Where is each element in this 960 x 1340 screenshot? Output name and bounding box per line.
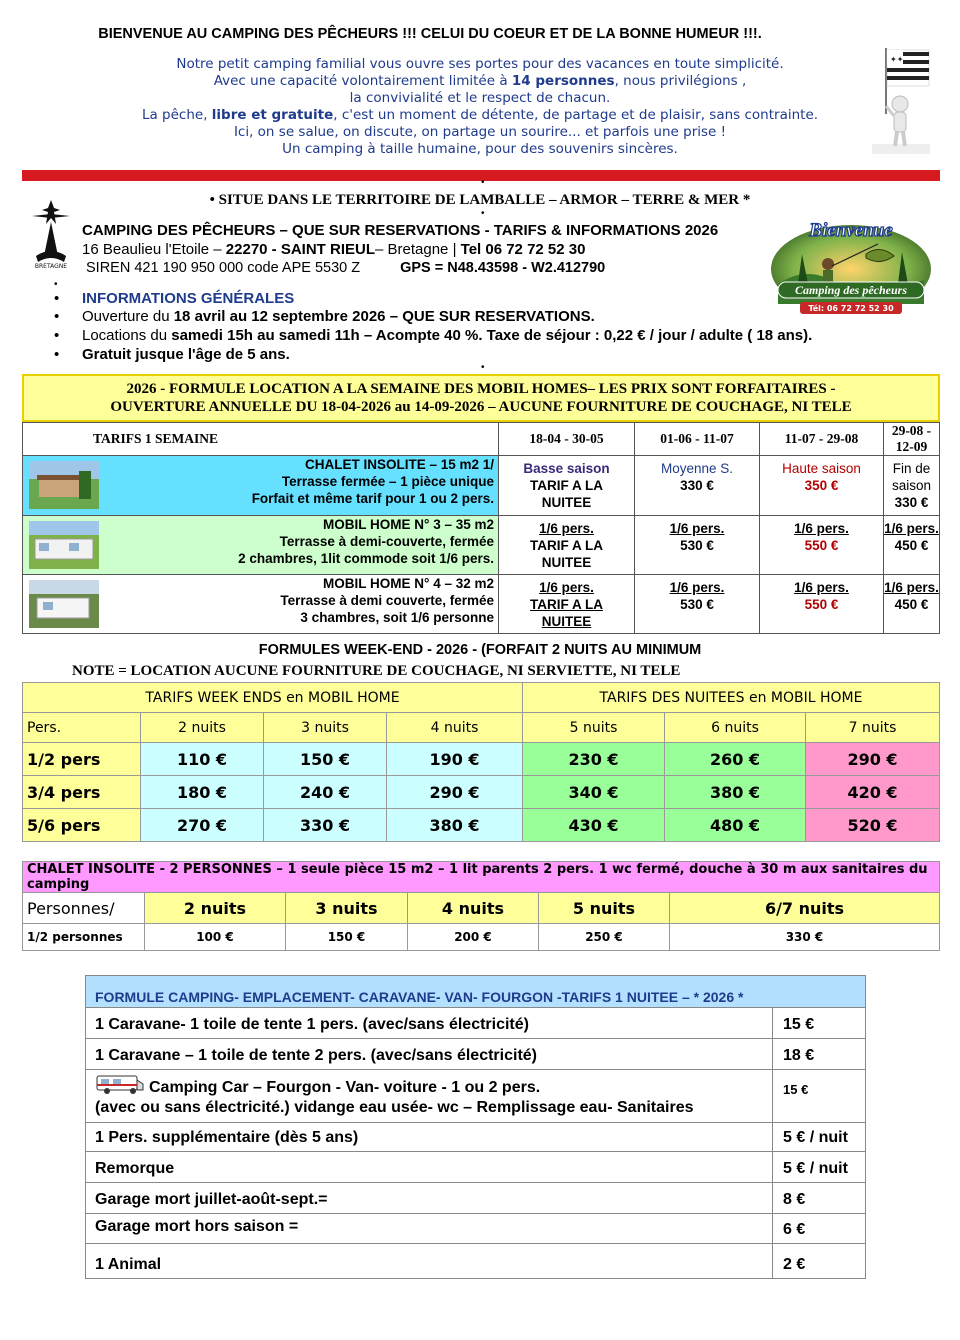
price-cell: 290 € (806, 743, 940, 776)
info-title: • INFORMATIONS GÉNÉRALES (54, 290, 295, 307)
price-cell: 330 € (670, 924, 940, 951)
camping-address: 16 Beaulieu l'Etoile – 22270 - SAINT RIEUL– Bretagne | Tel 06 72 72 52 30 (82, 241, 586, 258)
row-label: 5/6 pers (23, 809, 141, 842)
campervan-line: Camping Car – Fourgon - Van- voiture - 1 ou 2 pers. (95, 1072, 772, 1098)
price-cell: Basse saison TARIF A LA NUITEE (499, 456, 635, 516)
accommodation-cell: MOBIL HOME N° 4 – 32 m2 Terrasse à demi couverte, fermée 3 chambres, soit 1/6 personne (23, 575, 499, 634)
price-cell: 150 € (264, 743, 387, 776)
chalet-table (22, 861, 940, 951)
row-label: 1/2 personnes (23, 924, 145, 951)
camper-van-icon (95, 1072, 145, 1096)
col-6-7-nuits: 6/7 nuits (670, 893, 940, 924)
price-cell: 190 € (387, 743, 523, 776)
welcome-logo-top: Bienvenue (809, 220, 893, 241)
table-row (23, 776, 940, 809)
camping-title: CAMPING DES PÊCHEURS – QUE SUR RESERVATIONS - TARIFS & INFORMATIONS 2026 (82, 222, 719, 239)
welcome-camping-logo-icon (768, 214, 934, 318)
mobil-home-4-photo (29, 580, 99, 628)
intro-line: La pêche, libre et gratuite, c'est un moment de détente, de partage et de plaisir, sans contrainte. (141, 107, 819, 123)
accommodation-cell: MOBIL HOME N° 3 – 35 m2 Terrasse à demi-couverte, fermée 2 chambres, 1lit commode soit 1/6 pers. (23, 516, 499, 575)
intro-line: la convivialité et le respect de chacun. (349, 90, 611, 106)
item-label: Remorque (86, 1152, 773, 1183)
camping-banner: FORMULE CAMPING- EMPLACEMENT- CARAVANE- VAN- FOURGON -TARIFS 1 NUITEE – * 2026 * (86, 976, 866, 1008)
table-row (86, 1039, 866, 1070)
row-label: 3/4 pers (23, 776, 141, 809)
col-5-nuits: 5 nuits (523, 713, 665, 743)
item-price: 18 € (773, 1039, 866, 1070)
weekend-title: FORMULES WEEK-END - 2026 - (FORFAIT 2 NUITS AU MINIMUM (258, 642, 702, 658)
info-free: • Gratuit jusque l'âge de 5 ans. (54, 346, 290, 363)
col-5-nuits: 5 nuits (539, 893, 670, 924)
table-row (86, 1123, 866, 1152)
price-cell: 1/6 pers. 550 € (760, 575, 884, 634)
price-cell: 270 € (141, 809, 264, 842)
info-opening: • Ouverture du 18 avril au 12 septembre 2026 – QUE SUR RESERVATIONS. (54, 308, 595, 325)
table-row (23, 743, 940, 776)
item-label: 1 Caravane – 1 toile de tente 2 pers. (avec/sans électricité) (86, 1039, 773, 1070)
intro-text (100, 56, 860, 158)
header-period-1: 18-04 - 30-05 (499, 423, 635, 456)
chalet-photo (29, 461, 99, 509)
price-cell: 1/6 pers. TARIF A LA NUITEE (499, 516, 635, 575)
price-cell: 200 € (408, 924, 539, 951)
price-cell: 260 € (665, 743, 806, 776)
header-period-3: 11-07 - 29-08 (760, 423, 884, 456)
table-row (86, 1008, 866, 1039)
price-cell: 150 € (286, 924, 408, 951)
accommodation-cell: CHALET INSOLITE – 15 m2 1/ Terrasse fermée – 1 pièce unique Forfait et même tarif pour 1 ou 2 pers. (23, 456, 499, 516)
price-cell: 110 € (141, 743, 264, 776)
header-tarifs: TARIFS 1 SEMAINE (23, 423, 499, 456)
intro-line: Ici, on se salue, on discute, on partage un sourire... et parfois une prise ! (233, 124, 727, 140)
price-cell: 290 € (387, 776, 523, 809)
bullet-dot: • (481, 362, 485, 373)
page-headline: BIENVENUE AU CAMPING DES PÊCHEURS !!! CELUI DU COEUR ET DE LA BONNE HUMEUR !!!. (98, 26, 762, 42)
col-4-nuits: 4 nuits (408, 893, 539, 924)
item-label: 1 Pers. supplémentaire (dès 5 ans) (86, 1123, 773, 1152)
col-3-nuits: 3 nuits (286, 893, 408, 924)
col-2-nuits: 2 nuits (145, 893, 286, 924)
price-cell: 380 € (387, 809, 523, 842)
col-pers: Pers. (23, 713, 141, 743)
header-period-2: 01-06 - 11-07 (635, 423, 760, 456)
table-row (86, 1214, 866, 1244)
price-cell: 250 € (539, 924, 670, 951)
item-price: 5 € / nuit (773, 1123, 866, 1152)
welcome-logo-tel: Tél: 06 72 72 52 30 (808, 304, 894, 313)
price-cell: 230 € (523, 743, 665, 776)
ermine-logo-icon (24, 194, 78, 272)
price-cell: 1/6 pers. TARIF A LA NUITEE (499, 575, 635, 634)
price-cell: 100 € (145, 924, 286, 951)
item-label: 1 Caravane- 1 toile de tente 1 pers. (avec/sans électricité) (86, 1008, 773, 1039)
intro-line: Notre petit camping familial vous ouvre ses portes pour des vacances en toute simplicité. (176, 56, 784, 72)
weekend-table (22, 682, 940, 842)
item-price: 2 € (773, 1244, 866, 1279)
price-cell: 380 € (665, 776, 806, 809)
camping-siren: SIREN 421 190 950 000 code APE 5530 Z GPS = N48.43598 - W2.412790 (86, 260, 606, 276)
price-cell: 1/6 pers. 530 € (635, 516, 760, 575)
row-label: 1/2 pers (23, 743, 141, 776)
bullet-dot: • (54, 279, 58, 290)
price-cell: 1/6 pers. 450 € (884, 575, 940, 634)
table-row (23, 456, 940, 516)
bullet-dot: • (481, 208, 485, 219)
mobil-home-3-photo (29, 521, 99, 569)
header-period-4: 29-08 - 12-09 (884, 423, 940, 456)
price-cell: Moyenne S. 330 € (635, 456, 760, 516)
table-row (23, 924, 940, 951)
table-row (23, 575, 940, 634)
price-cell: 330 € (264, 809, 387, 842)
item-price: 15 € (773, 1008, 866, 1039)
table-row (23, 516, 940, 575)
table-row (23, 809, 940, 842)
col-3-nuits: 3 nuits (264, 713, 387, 743)
price-cell: 420 € (806, 776, 940, 809)
price-cell: 180 € (141, 776, 264, 809)
intro-line: Avec une capacité volontairement limitée à 14 personnes, nous privilégions , (213, 73, 747, 89)
camping-pitch-table (85, 975, 866, 1279)
table-row (86, 1244, 866, 1279)
table-row (86, 1183, 866, 1214)
territory-line: • SITUE DANS LE TERRITOIRE DE LAMBALLE – ARMOR – TERRE & MER * (209, 192, 751, 208)
campervan-details: (avec ou sans électricité.) vidange eau usée- wc – Remplissage eau- Sanitaires (95, 1099, 694, 1116)
price-cell: 1/6 pers. 530 € (635, 575, 760, 634)
nights-header: TARIFS DES NUITEES en MOBIL HOME (523, 683, 940, 713)
item-label: 1 Animal (86, 1244, 773, 1279)
price-cell: 480 € (665, 809, 806, 842)
item-label: Garage mort juillet-août-sept.= (86, 1183, 773, 1214)
weekend-note: NOTE = LOCATION AUCUNE FOURNITURE DE COUCHAGE, NI SERVIETTE, NI TELE (72, 663, 681, 679)
item-price: 6 € (773, 1214, 866, 1244)
table-row (86, 1152, 866, 1183)
price-cell: 430 € (523, 809, 665, 842)
intro-line: Un camping à taille humaine, pour des souvenirs sincères. (282, 141, 678, 157)
price-cell: 340 € (523, 776, 665, 809)
welcome-logo-mid: Camping des pêcheurs (794, 283, 908, 297)
price-cell: Haute saison 350 € (760, 456, 884, 516)
col-7-nuits: 7 nuits (806, 713, 940, 743)
col-2-nuits: 2 nuits (141, 713, 264, 743)
info-rental: • Locations du samedi 15h au samedi 11h – Acompte 40 %. Taxe de séjour : 0,22 € / jour / adulte ( 18 ans). (54, 327, 813, 344)
weekly-rental-table (22, 374, 940, 634)
chalet-banner: CHALET INSOLITE - 2 PERSONNES – 1 seule pièce 15 m2 – 1 lit parents 2 pers. 1 wc fermé, douche à 30 m aux sanitaires du camping (23, 862, 940, 893)
col-4-nuits: 4 nuits (387, 713, 523, 743)
col-personnes: Personnes/ (23, 893, 145, 924)
item-label (86, 1070, 773, 1123)
bullet-dot: • (481, 177, 485, 188)
item-price: 8 € (773, 1183, 866, 1214)
col-6-nuits: 6 nuits (665, 713, 806, 743)
item-label: Garage mort hors saison = (86, 1214, 773, 1244)
item-price: 15 € (773, 1070, 866, 1123)
svg-text:✦✦: ✦✦ (890, 55, 904, 64)
weekly-rental-banner: 2026 - FORMULE LOCATION A LA SEMAINE DES MOBIL HOMES– LES PRIX SONT FORFAITAIRES - OUVERTURE ANNUELLE DU 18-04-2026 au 14-09-2026 – AUCUNE FOURNITURE DE COUCHAGE, NI TELE (22, 374, 940, 422)
price-cell: Fin de saison 330 € (884, 456, 940, 516)
price-cell: 520 € (806, 809, 940, 842)
price-cell: 240 € (264, 776, 387, 809)
weekend-header: TARIFS WEEK ENDS en MOBIL HOME (23, 683, 523, 713)
flag-man-icon (872, 44, 930, 154)
ermine-logo-text: BRETAGNE (34, 263, 68, 270)
price-cell: 1/6 pers. 450 € (884, 516, 940, 575)
price-cell: 1/6 pers. 550 € (760, 516, 884, 575)
table-row (86, 1070, 866, 1123)
item-price: 5 € / nuit (773, 1152, 866, 1183)
